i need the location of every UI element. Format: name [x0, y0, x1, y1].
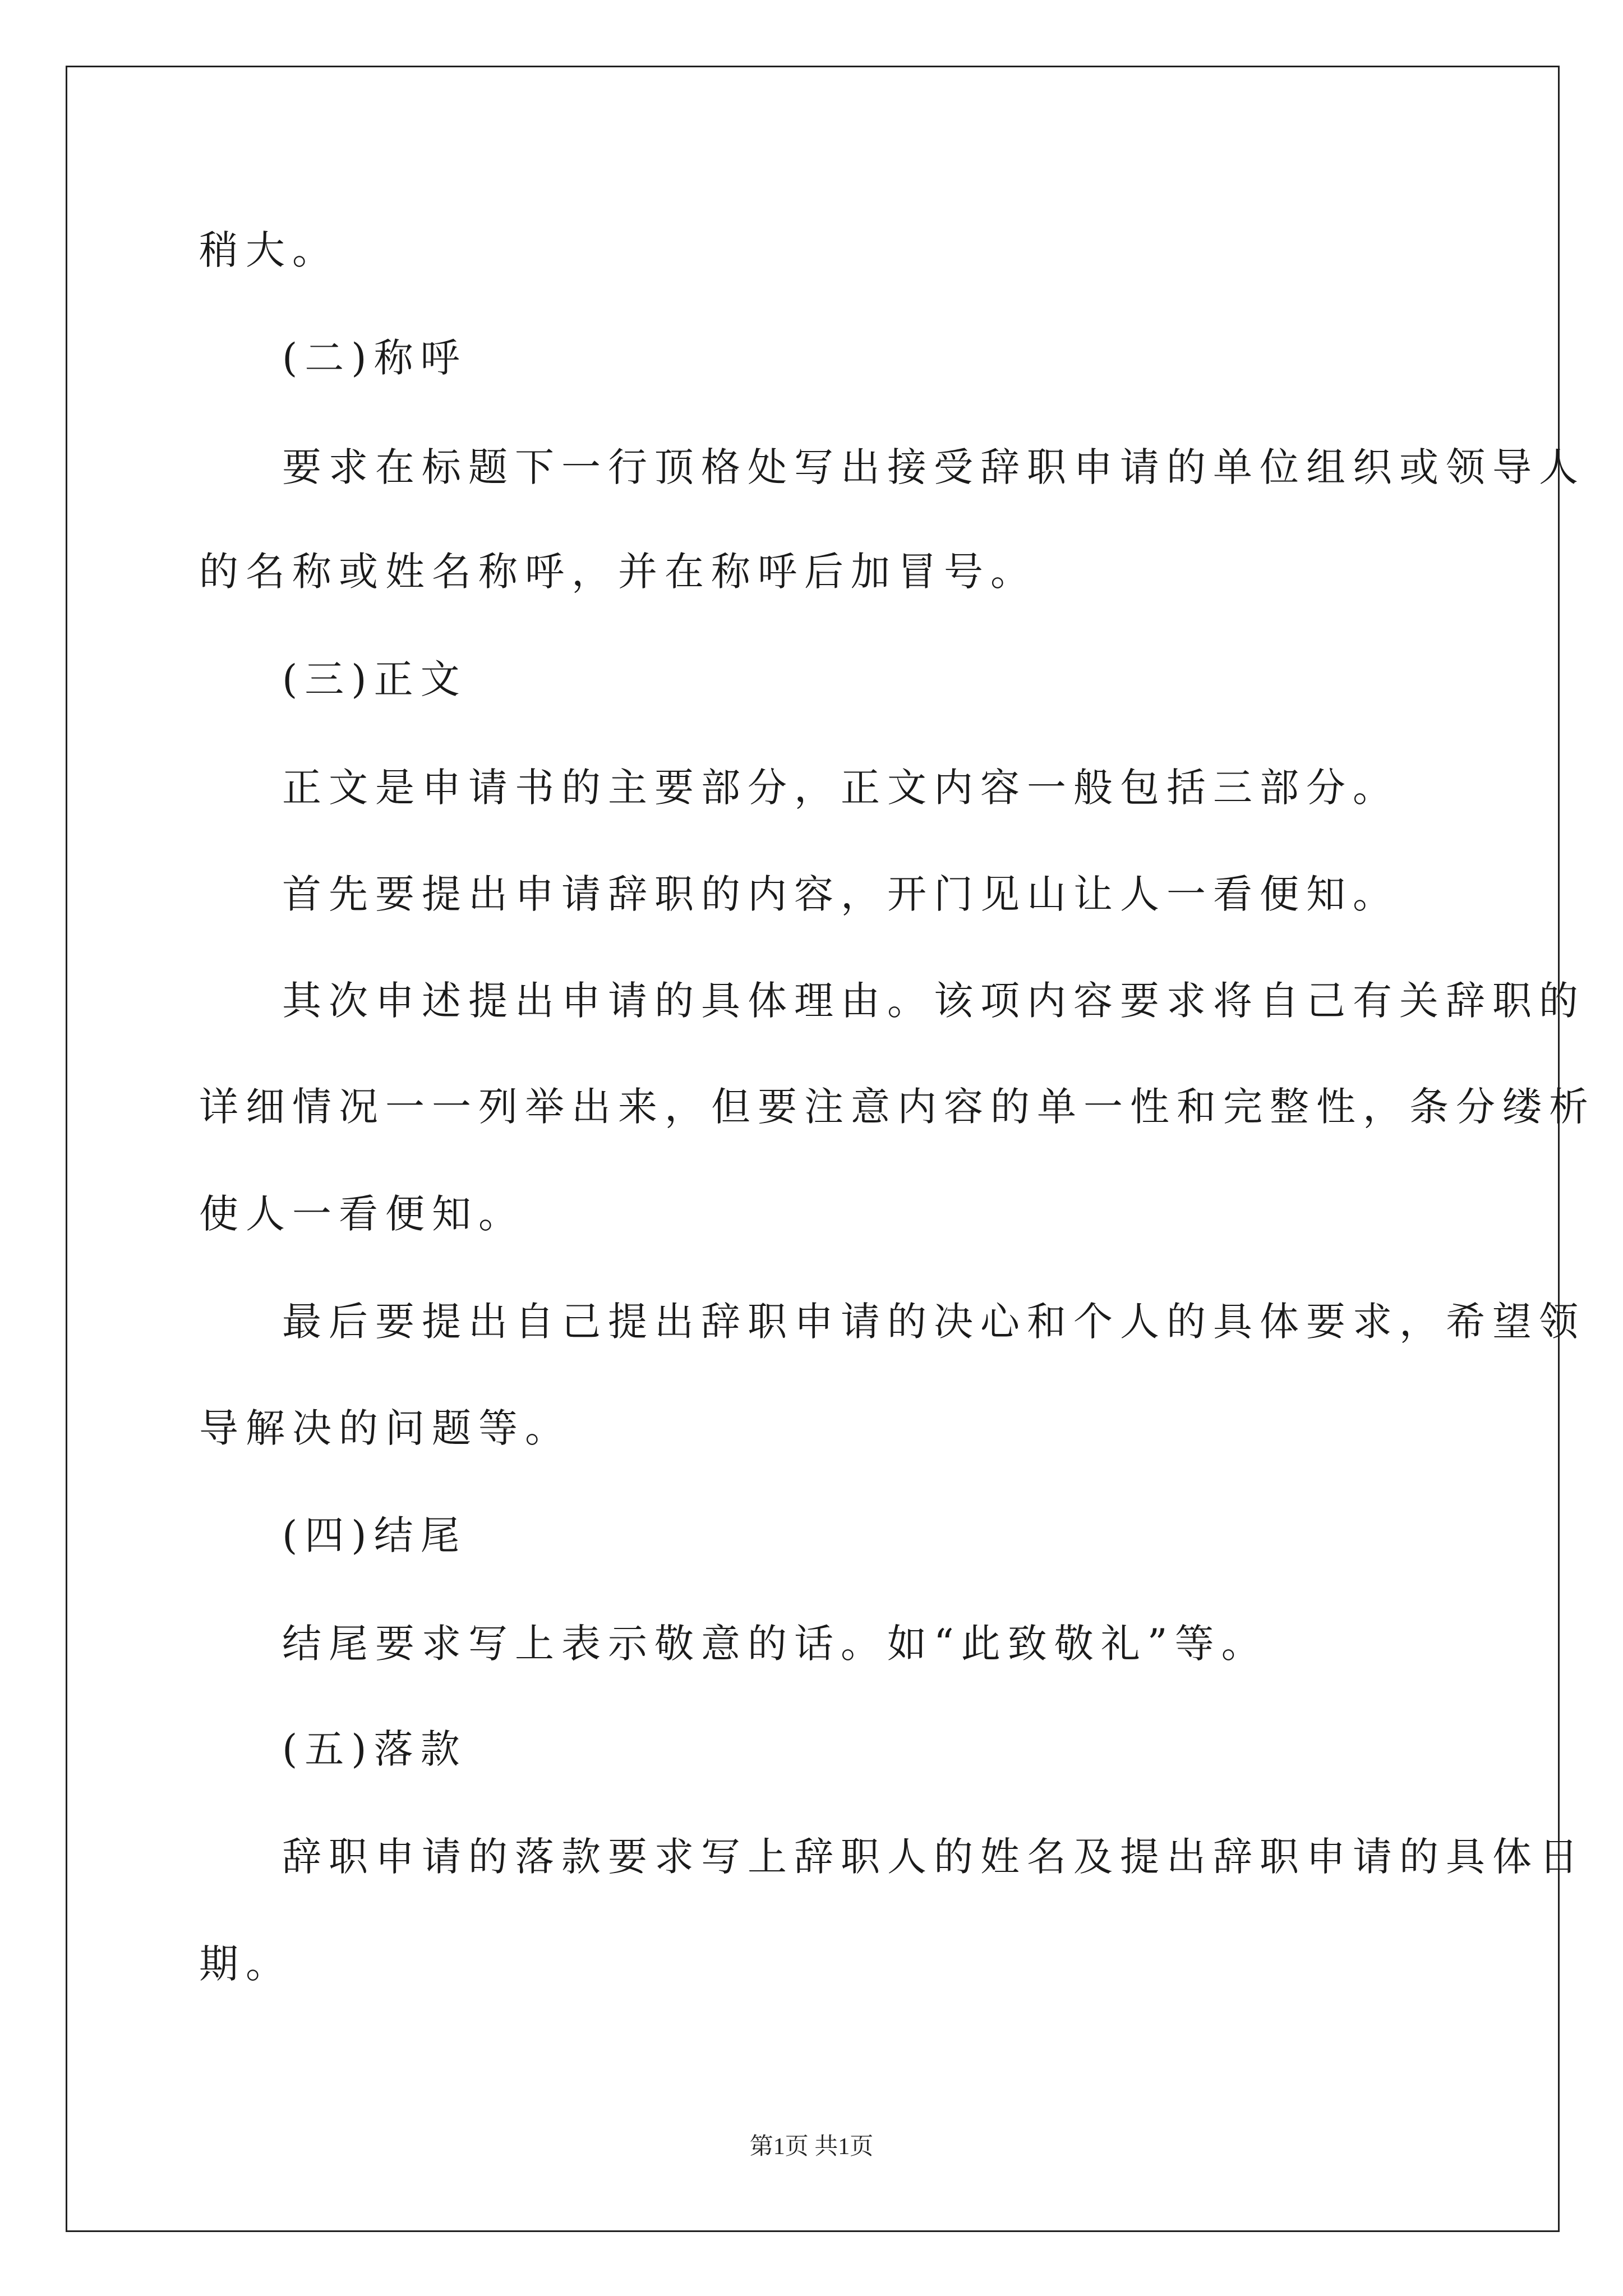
section-heading-signature: (五)落款: [282, 1726, 467, 1772]
paragraph-line: 使人一看便知。: [199, 1191, 525, 1237]
page-border: [66, 66, 1560, 2232]
section-heading-closing: (四)结尾: [282, 1512, 467, 1558]
paragraph-line: 的名称或姓名称呼，并在称呼后加冒号。: [199, 549, 1037, 595]
section-heading-salutation: (二)称呼: [282, 335, 467, 381]
paragraph-line: 其次申述提出申请的具体理由。该项内容要求将自己有关辞职的: [282, 978, 1585, 1024]
paragraph-line: 结尾要求写上表示敬意的话。如“此致敬礼”等。: [282, 1621, 1268, 1667]
paragraph-line: 要求在标题下一行顶格处写出接受辞职申请的单位组织或领导人: [282, 444, 1585, 490]
paragraph-line: 期。: [199, 1941, 292, 1987]
page-number-footer: 第1页 共1页: [749, 2134, 874, 2160]
paragraph-line: 最后要提出自己提出辞职申请的决心和个人的具体要求，希望领: [282, 1299, 1585, 1345]
paragraph-line: 辞职申请的落款要求写上辞职人的姓名及提出辞职申请的具体日: [282, 1834, 1585, 1880]
paragraph-line: 详细情况一一列举出来，但要注意内容的单一性和完整性，条分缕析: [199, 1084, 1596, 1130]
paragraph-line: 首先要提出申请辞职的内容，开门见山让人一看便知。: [282, 871, 1399, 917]
paragraph-line: 稍大。: [199, 227, 339, 273]
paragraph-line: 正文是申请书的主要部分，正文内容一般包括三部分。: [282, 765, 1399, 811]
paragraph-line: 导解决的问题等。: [199, 1405, 571, 1451]
section-heading-body: (三)正文: [282, 656, 467, 702]
